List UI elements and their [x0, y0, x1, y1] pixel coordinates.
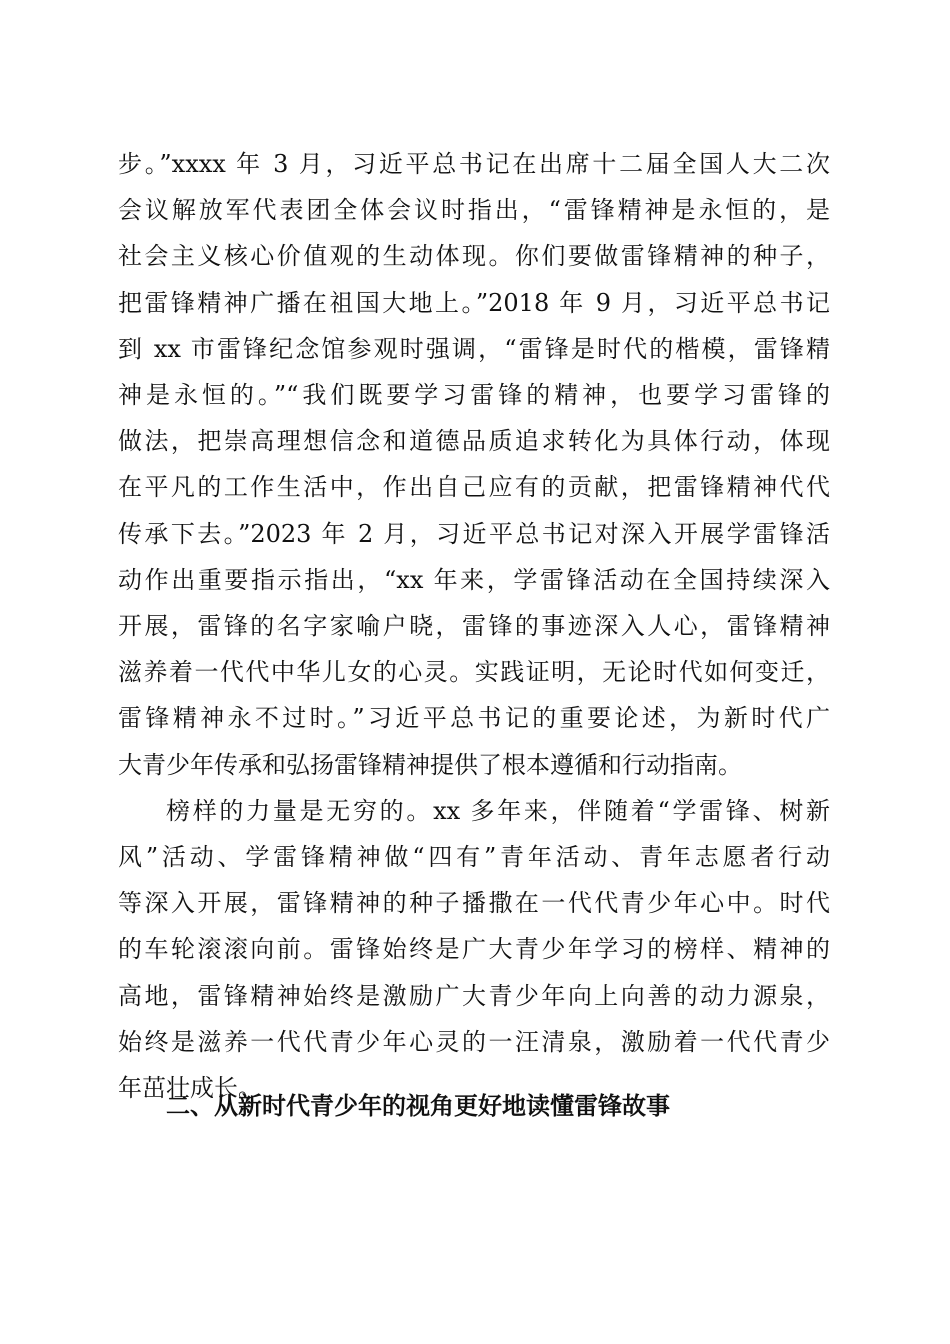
text-line: 到 xx 市雷锋纪念馆参观时强调，“雷锋是时代的楷模，雷锋精: [118, 334, 830, 363]
body-text: [118, 141, 830, 1111]
paragraph-2: [118, 788, 830, 1111]
text-line: 始终是滋养一代代青少年心灵的一汪清泉，激励着一代代青少: [118, 1027, 830, 1056]
section-heading: 二、从新时代青少年的视角更好地读懂雷锋故事: [166, 1092, 670, 1120]
text-line: 神是永恒的。”“我们既要学习雷锋的精神，也要学习雷锋的: [118, 381, 830, 410]
text-line: 步。”xxxx 年 3 月，习近平总书记在出席十二届全国人大二次: [118, 150, 830, 178]
text-line: 等深入开展，雷锋精神的种子播撒在一代代青少年心中。时代: [118, 889, 830, 918]
text-line: 年茁壮成长。: [118, 1074, 262, 1103]
text-line: 传承下去。”2023 年 2 月，习近平总书记对深入开展学雷锋活: [118, 519, 830, 548]
text-line: 做法，把崇高理想信念和道德品质追求转化为具体行动，体现: [118, 427, 830, 456]
text-line: 开展，雷锋的名字家喻户晓，雷锋的事迹深入人心，雷锋精神: [118, 612, 830, 641]
paragraph-1: [118, 141, 830, 788]
text-line: 的车轮滚滚向前。雷锋始终是广大青少年学习的榜样、精神的: [118, 935, 830, 964]
text-line: 榜样的力量是无穷的。xx 多年来，伴随着“学雷锋、树新: [166, 796, 830, 825]
text-line: 把雷锋精神广播在祖国大地上。”2018 年 9 月，习近平总书记: [118, 288, 830, 317]
text-line: 高地，雷锋精神始终是激励广大青少年向上向善的动力源泉，: [118, 981, 830, 1010]
text-line: 社会主义核心价值观的生动体现。你们要做雷锋精神的种子，: [118, 242, 830, 271]
text-line: 风”活动、学雷锋精神做“四有”青年活动、青年志愿者行动: [118, 843, 830, 872]
text-line: 会议解放军代表团全体会议时指出，“雷锋精神是永恒的，是: [118, 196, 830, 225]
text-line: 滋养着一代代中华儿女的心灵。实践证明，无论时代如何变迁，: [118, 658, 830, 687]
text-line: 大青少年传承和弘扬雷锋精神提供了根本遵循和行动指南。: [118, 750, 742, 779]
text-line: 在平凡的工作生活中，作出自己应有的贡献，把雷锋精神代代: [118, 473, 830, 502]
text-line: 雷锋精神永不过时。”习近平总书记的重要论述，为新时代广: [118, 704, 830, 733]
text-line: 动作出重要指示指出，“xx 年来，学雷锋活动在全国持续深入: [118, 565, 830, 594]
